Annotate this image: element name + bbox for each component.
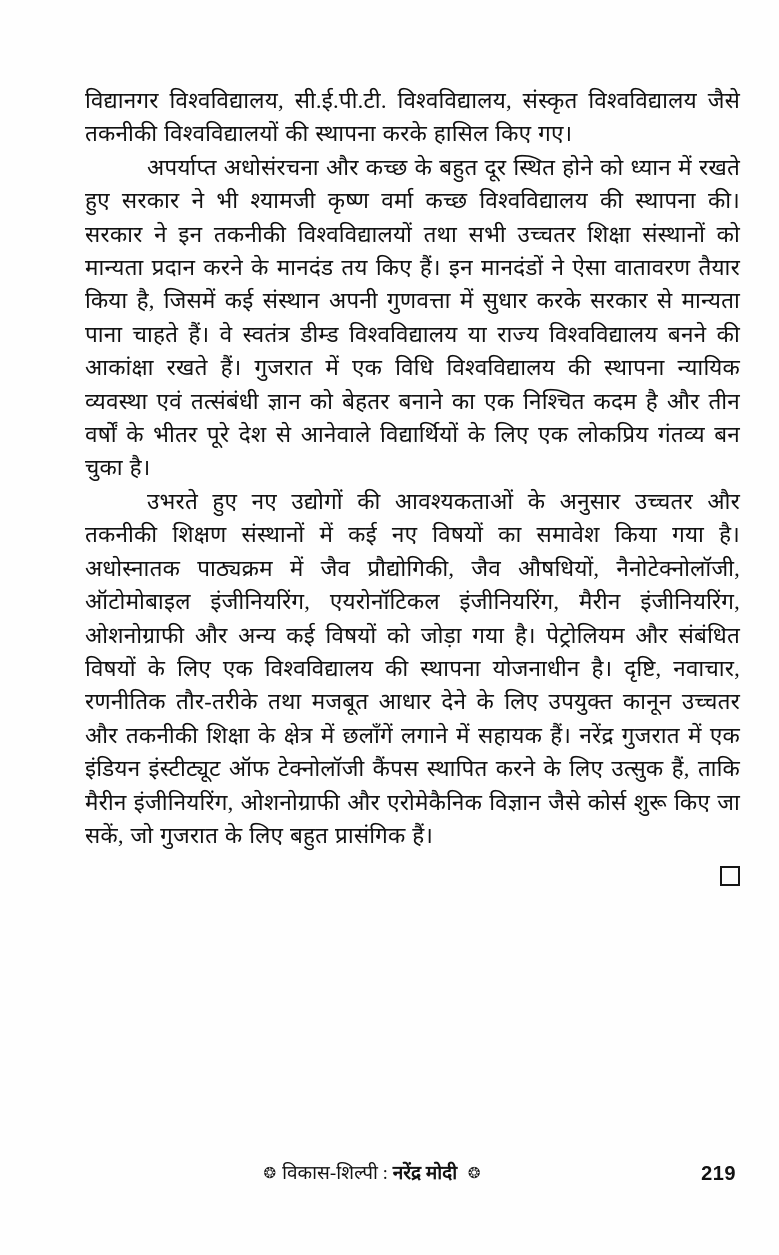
series-title: विकास-शिल्पी : bbox=[282, 1163, 388, 1184]
running-title bbox=[0, 1158, 744, 1191]
book-title: नरेंद्र मोदी bbox=[392, 1163, 458, 1184]
paragraph: अपर्याप्त अधोसंरचना और कच्छ के बहुत दूर स्थित होने को ध्यान में रखते हुए सरकार ने भी श्यामजी कृष्ण वर्मा कच्छ विश्वविद्यालय की स्थापना की। सरकार ने इन तकनीकी विश्वविद्यालयों तथा सभी उच्चतर शिक्षा संस्थानों को मान्यता प्रदान करने के मानदंड तय किए हैं। इन मानदंडों ने ऐसा वातावरण तैयार किया है, जिसमें कई संस्थान अपनी गुणवत्ता में सुधार करके सरकार से मान्यता पाना चाहते हैं। वे स्वतंत्र डीम्ड विश्वविद्यालय या राज्य विश्वविद्यालय बनने की आकांक्षा रखते हैं। गुजरात में एक विधि विश्वविद्यालय की स्थापना न्यायिक व्यवस्था एवं तत्संबंधी ज्ञान को बेहतर बनाने का एक निश्चित कदम है और तीन वर्षों के भीतर पूरे देश से आनेवाले विद्यार्थियों के लिए एक लोकप्रिय गंतव्य बन चुका है। bbox=[85, 154, 740, 481]
paragraph: उभरते हुए नए उद्योगों की आवश्यकताओं के अनुसार उच्चतर और तकनीकी शिक्षण संस्थानों में कई नए विषयों का समावेश किया गया है। अधोस्नातक पाठ्यक्रम में जैव प्रौद्योगिकी, जैव औषधियों, नैनोटेक्नोलॉजी, ऑटोमोबाइल इंजीनियरिंग, एयरोनॉटिकल इंजीनियरिंग, मैरीन इंजीनियरिंग, ओशनोग्राफी और अन्य कई विषयों को जोड़ा गया है। पेट्रोलियम और संबंधित विषयों के लिए एक विश्वविद्यालय की स्थापना योजनाधीन है। दृष्टि, नवाचार, रणनीतिक तौर-तरीके तथा मजबूत आधार देने के लिए उपयुक्त कानून उच्चतर और तकनीकी शिक्षा के क्षेत्र में छलाँगें लगाने में सहायक हैं। नरेंद्र गुजरात में एक इंडियन इंस्टीट्यूट ऑफ टेक्नोलॉजी कैंपस स्थापित करने के लिए उत्सुक हैं, ताकि मैरीन इंजीनियरिंग, ओशनोग्राफी और एरोमेकैनिक विज्ञान जैसे कोर्स शुरू किए जा सकें, जो गुजरात के लिए बहुत प्रासंगिक हैं। bbox=[85, 488, 740, 848]
flower-ornament-right-icon: ❂ bbox=[467, 1166, 481, 1182]
body-text bbox=[85, 84, 740, 891]
flower-ornament-left-icon: ❂ bbox=[263, 1166, 277, 1182]
page-number: 219 bbox=[701, 1163, 736, 1185]
end-of-chapter-square-icon bbox=[720, 866, 740, 886]
page-footer bbox=[0, 1158, 779, 1194]
paragraph-continuation: विद्यानगर विश्वविद्यालय, सी.ई.पी.टी. विश्वविद्यालय, संस्कृत विश्वविद्यालय जैसे तकनीकी विश्वविद्यालयों की स्थापना करके हासिल किए गए। bbox=[85, 88, 740, 147]
end-marker-row bbox=[85, 866, 740, 891]
